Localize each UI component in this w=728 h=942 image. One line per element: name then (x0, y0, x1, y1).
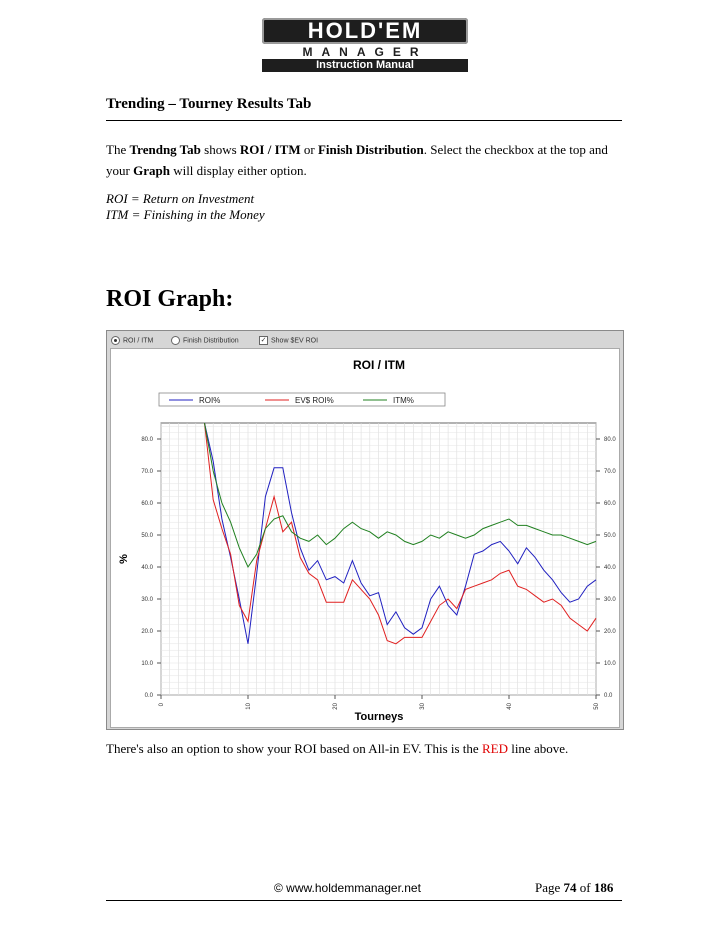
trending-tab-term: Trendng Tab (129, 142, 201, 157)
chart-panel (110, 348, 620, 728)
intro-paragraph: The Trendng Tab shows ROI / ITM or Finish Distribution. Select the checkbox at the top and your Graph will display either option. (106, 142, 608, 178)
logo-subtitle: MANAGER (302, 45, 428, 59)
definitions (106, 191, 265, 223)
y-tick-label-left: 50.0 (141, 533, 153, 539)
y-tick-label-right: 0.0 (604, 693, 613, 699)
y-tick-label-right: 60.0 (604, 501, 616, 507)
chart-title: ROI / ITM (353, 358, 405, 372)
graph-term: Graph (133, 163, 170, 178)
radio-empty-icon (171, 336, 180, 345)
roi-definition: ROI = Return on Investment (106, 191, 255, 206)
checkmark-icon: ✓ (260, 337, 267, 344)
ev-explanation: There's also an option to show your ROI based on All-in EV. This is the RED line above. (106, 741, 569, 756)
title-divider (106, 120, 622, 121)
legend-label: ITM% (393, 396, 414, 405)
radio-selected-icon (111, 336, 120, 345)
chart-grid (161, 423, 596, 695)
x-tick-label: 40 (507, 703, 513, 710)
finish-distribution-term: Finish Distribution (317, 142, 424, 157)
holdem-manager-logo (262, 18, 468, 72)
x-tick-label: 50 (594, 703, 600, 710)
y-axis-label: % (118, 554, 130, 564)
roi-itm-chart (111, 349, 619, 727)
y-tick-label-left: 60.0 (141, 501, 153, 507)
roi-graph-screenshot (106, 330, 624, 730)
y-tick-label-right: 70.0 (604, 469, 616, 475)
show-ev-roi-checkbox[interactable]: ✓ Show $EV ROI (260, 337, 319, 345)
logo-tagline: Instruction Manual (262, 59, 468, 72)
y-tick-label-left: 40.0 (141, 565, 153, 571)
logo-wordmark: HOLD'EM (262, 18, 468, 44)
section-title: Trending – Tourney Results Tab (106, 96, 312, 112)
y-tick-label-right: 10.0 (604, 661, 616, 667)
y-tick-label-left: 30.0 (141, 597, 153, 603)
y-tick-label-left: 70.0 (141, 469, 153, 475)
roi-itm-option[interactable]: ROI / ITM (111, 336, 153, 345)
itm-definition: ITM = Finishing in the Money (106, 207, 265, 222)
x-tick-label: 0 (159, 703, 165, 707)
footer-divider (106, 900, 622, 901)
y-tick-label-right: 80.0 (604, 437, 616, 443)
legend-label: ROI% (199, 396, 221, 405)
y-tick-label-right: 20.0 (604, 629, 616, 635)
finish-distribution-option[interactable]: Finish Distribution (171, 336, 239, 345)
x-tick-label: 30 (420, 703, 426, 710)
y-tick-label-right: 50.0 (604, 533, 616, 539)
legend-label: EV$ ROI% (295, 396, 334, 405)
footer-website: © www.holdemmanager.net (274, 881, 421, 895)
red-emphasis: RED (481, 741, 508, 756)
page-number: Page 74 of 186 (535, 880, 614, 895)
y-tick-label-left: 10.0 (141, 661, 153, 667)
y-tick-label-right: 30.0 (604, 597, 616, 603)
chart-legend (159, 393, 445, 406)
x-tick-label: 20 (333, 703, 339, 710)
y-tick-label-left: 80.0 (141, 437, 153, 443)
y-tick-label-left: 20.0 (141, 629, 153, 635)
y-tick-label-left: 0.0 (144, 693, 153, 699)
roi-itm-term: ROI / ITM (239, 142, 301, 157)
x-axis-label: Tourneys (354, 711, 404, 723)
x-tick-label: 10 (246, 703, 252, 710)
roi-graph-heading: ROI Graph: (106, 286, 234, 312)
y-tick-label-right: 40.0 (604, 565, 616, 571)
